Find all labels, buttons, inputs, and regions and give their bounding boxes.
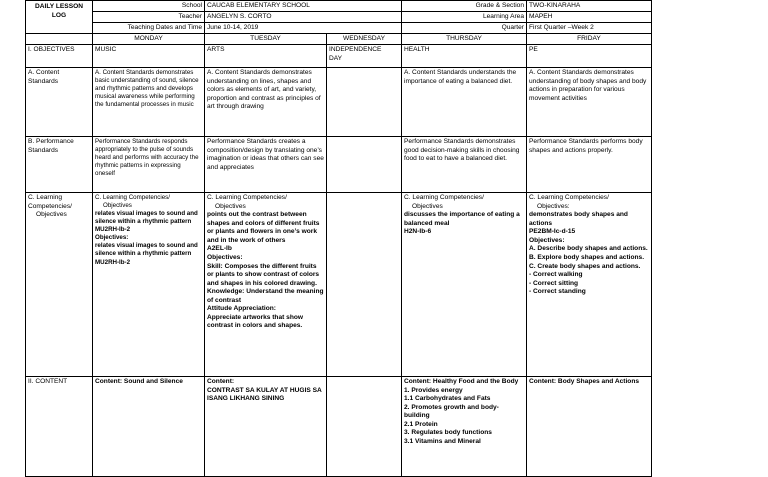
objectives-tuesday: ARTS [205, 45, 327, 68]
competencies-label: C. Learning Competencies/ Objectives [26, 193, 93, 377]
performance-standards-row [26, 137, 652, 193]
objectives-wednesday: INDEPENDENCE DAY [327, 45, 402, 68]
quarter-value: First Quarter –Week 2 [527, 23, 652, 34]
header-row-school [26, 1, 652, 12]
day-thursday: THURSDAY [402, 34, 527, 45]
teacher-value: ANGELYN S. CORTO [205, 12, 402, 23]
performance-standards-wednesday [327, 137, 402, 193]
header-row-dates [26, 23, 652, 34]
day-tuesday: TUESDAY [205, 34, 327, 45]
days-row-blank [26, 34, 93, 45]
content-tuesday: Content: CONTRAST SA KULAY AT HUGIS SA ISANG LIKHANG SINING [205, 377, 327, 477]
content-wednesday [327, 377, 402, 477]
content-standards-monday: A. Content Standards demonstrates basic understanding of sound, silence and rhythmic patterns and develops musical awareness while performing the fundamental processes in music [93, 68, 205, 137]
day-monday: MONDAY [93, 34, 205, 45]
performance-standards-tuesday: Performance Standards creates a composition/design by translating one’s imagination or ideas that others can see and appreciates [205, 137, 327, 193]
objectives-thursday: HEALTH [402, 45, 527, 68]
content-standards-thursday: A. Content Standards understands the importance of eating a balanced diet. [402, 68, 527, 137]
performance-standards-friday: Performance Standards performs body shapes and actions properly. [527, 137, 652, 193]
content-thursday: Content: Healthy Food and the Body 1. Provides energy 1.1 Carbohydrates and Fats 2. Promotes growth and body-building 2.1 Protein 3. Regulates body functions 3.1 Vitamins and Mineral [402, 377, 527, 477]
day-friday: FRIDAY [527, 34, 652, 45]
competencies-wednesday [327, 193, 402, 377]
content-label: II. CONTENT [26, 377, 93, 477]
performance-standards-thursday: Performance Standards demonstrates good decision-making skills in choosing food to eat to have a balanced diet. [402, 137, 527, 193]
grade-value: TWO-KINARAHA [527, 1, 652, 12]
objectives-friday: PE [527, 45, 652, 68]
objectives-row [26, 45, 652, 68]
grade-label: Grade & Section [402, 1, 527, 12]
content-standards-label: A. Content Standards [26, 68, 93, 137]
competencies-monday: C. Learning Competencies/ Objectives relates visual images to sound and silence within a rhythmic pattern MU2RH-Ib-2 Objectives: relates visual images to sound and silence within a rhythmic pattern MU2RH-Ib-2 [93, 193, 205, 377]
quarter-label: Quarter [402, 23, 527, 34]
content-standards-wednesday [327, 68, 402, 137]
log-title: DAILY LESSON LOG [26, 1, 93, 34]
day-wednesday: WEDNESDAY [327, 34, 402, 45]
performance-standards-monday: Performance Standards responds appropriately to the pulse of sounds heard and performs with accuracy the rhythmic patterns in expressing oneself [93, 137, 205, 193]
performance-standards-label: B. Performance Standards [26, 137, 93, 193]
daily-lesson-log-table [25, 0, 652, 477]
competencies-row [26, 193, 652, 377]
content-standards-row [26, 68, 652, 137]
school-value: CAUCAB ELEMENTARY SCHOOL [205, 1, 402, 12]
content-row [26, 377, 652, 477]
competencies-tuesday: C. Learning Competencies/ Objectives points out the contrast between shapes and colors of different fruits or plants and flowers in one’s work and in the work of others A2EL-Ib Objectives: Skill: Composes the different fruits or plants to show contrast of colors and shapes in his colored drawing. Knowledge: Understand the meaning of contrast Attitude Appreciation: Appreciate artworks that show contrast in colors and shapes. [205, 193, 327, 377]
teacher-label: Teacher [93, 12, 205, 23]
objectives-monday: MUSIC [93, 45, 205, 68]
content-friday: Content: Body Shapes and Actions [527, 377, 652, 477]
competencies-thursday: C. Learning Competencies/ Objectives discusses the importance of eating a balanced meal H2N-Ib-6 [402, 193, 527, 377]
header-row-teacher [26, 12, 652, 23]
content-monday: Content: Sound and Silence [93, 377, 205, 477]
objectives-label: I. OBJECTIVES [26, 45, 93, 68]
competencies-friday: C. Learning Competencies/ Objectives: demonstrates body shapes and actions PE2BM-Ic-d-15 Objectives: A. Describe body shapes and actions. B. Explore body shapes and actions. C. Create body shapes and actions. - Correct walking - Correct sitting - Correct standing [527, 193, 652, 377]
area-value: MAPEH [527, 12, 652, 23]
dates-value: June 10-14, 2019 [205, 23, 402, 34]
school-label: School [93, 1, 205, 12]
content-standards-tuesday: A. Content Standards demonstrates understanding on lines, shapes and colors as elements of art, and variety, proportion and contrast as principles of art through drawing [205, 68, 327, 137]
area-label: Learning Area [402, 12, 527, 23]
dates-label: Teaching Dates and Time [93, 23, 205, 34]
content-standards-friday: A. Content Standards demonstrates understanding of body shapes and body actions in preparation for various movement activities [527, 68, 652, 137]
days-row [26, 34, 652, 45]
